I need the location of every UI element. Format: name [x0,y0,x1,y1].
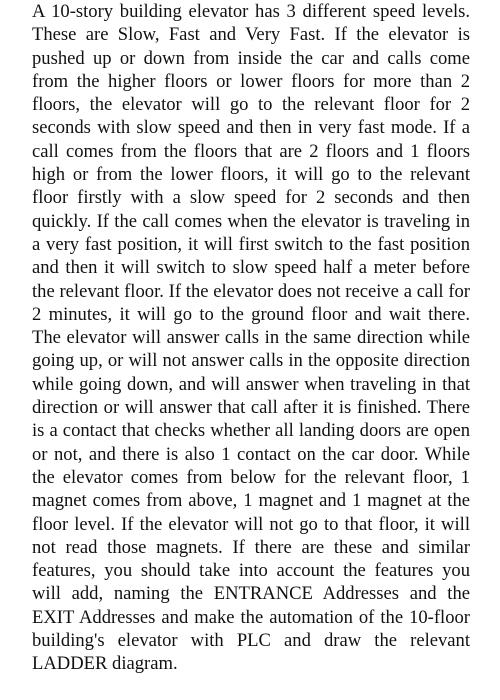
problem-paragraph: A 10-story building elevator has 3 different speed levels. These are Slow, Fast and Very Fast. If the elevator is pushed up or down from inside the car and calls come from the higher floors or lower floors for more than 2 floors, the elevator will go to the relevant floor for 2 seconds with slow speed and then in very fast mode. If a call comes from the floors that are 2 floors and 1 floors high or from the lower floors, it will go to the relevant floor firstly with a slow speed for 2 seconds and then quickly. If the call comes when the elevator is traveling in a very fast position, it will first switch to the fast position and then it will switch to slow speed half a meter before the relevant floor. If the elevator does not receive a call for 2 minutes, it will go to the ground floor and wait there. The elevator will answer calls in the same direction while going up, or will not answer calls in the opposite direction while going down, and will answer when traveling in that direction or will answer that call after it is finished. There is a contact that checks whether all landing doors are open or not, and there is also 1 contact on the car door. While the elevator comes from below for the relevant floor, 1 magnet comes from above, 1 magnet and 1 magnet at the floor level. If the elevator will not go to that floor, it will not read those magnets. If there are these and similar features, you should take into account the features you will add, naming the ENTRANCE Addresses and the EXIT Addresses and make the automation of the 10-floor building's elevator with PLC and draw the relevant LADDER diagram. [32,1,470,675]
document-body [32,0,470,676]
